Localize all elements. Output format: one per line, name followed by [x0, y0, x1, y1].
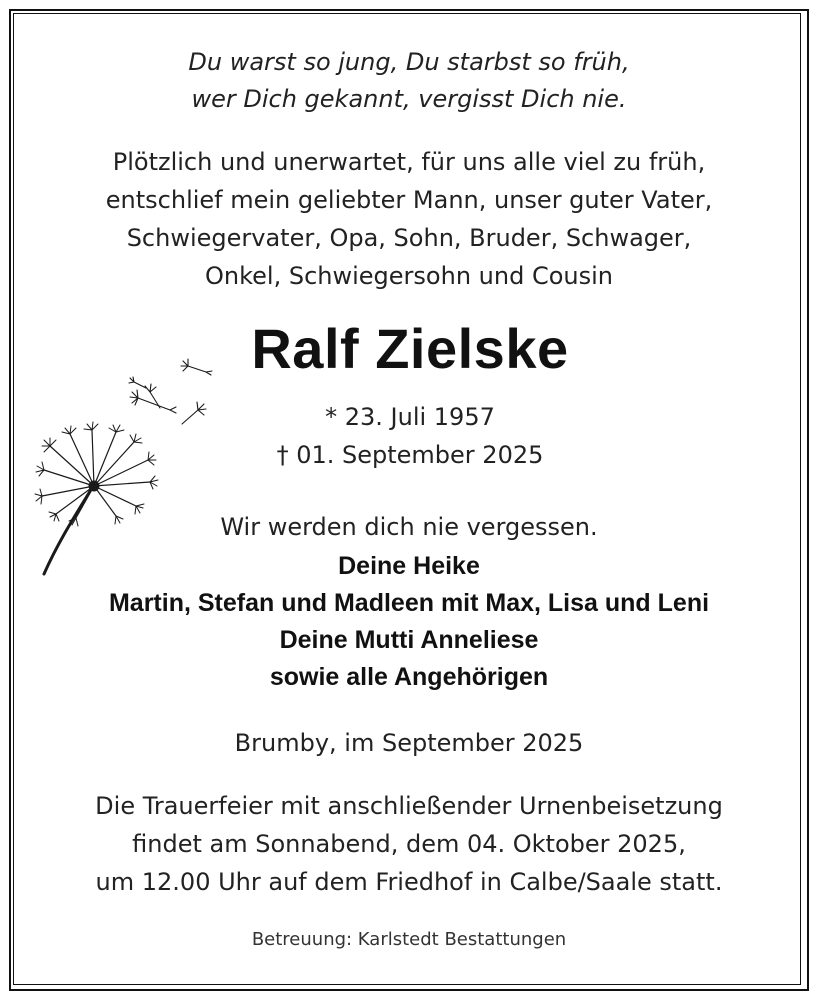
service-info — [0, 787, 818, 901]
death-date: † 01. September 2025 — [276, 441, 544, 469]
intro-line: entschlief mein geliebter Mann, unser guter Vater, — [105, 186, 713, 214]
intro-line: Plötzlich und unerwartet, für uns alle viel zu früh, — [112, 148, 706, 176]
funeral-home-credit: Betreuung: Karlstedt Bestattungen — [251, 929, 567, 950]
service-line: findet am Sonnabend, dem 04. Oktober 2025, — [132, 830, 686, 858]
birth-date: * 23. Juli 1957 — [325, 403, 495, 431]
signer-line: Martin, Stefan und Madleen mit Max, Lisa und Leni — [108, 589, 710, 617]
service-line: Die Trauerfeier mit anschließender Urnenbeisetzung — [95, 792, 723, 820]
deceased-name: Ralf Zielske — [251, 317, 569, 380]
intro-line: Onkel, Schwiegersohn und Cousin — [205, 262, 613, 290]
signers — [0, 548, 818, 696]
verse-line: Du warst so jung, Du starbst so früh, — [188, 48, 630, 76]
service-line: um 12.00 Uhr auf dem Friedhof in Calbe/Saale statt. — [95, 868, 723, 896]
signer-line: Deine Mutti Anneliese — [279, 626, 539, 654]
life-dates — [130, 398, 690, 474]
place-date: Brumby, im September 2025 — [234, 729, 584, 757]
closing-line: Wir werden dich nie vergessen. — [220, 513, 598, 541]
verse-line: wer Dich gekannt, vergisst Dich nie. — [191, 85, 627, 113]
signer-line: sowie alle Angehörigen — [269, 663, 549, 691]
signer-line: Deine Heike — [338, 552, 480, 580]
verse — [0, 44, 818, 118]
intro-text — [0, 143, 818, 295]
intro-line: Schwiegervater, Opa, Sohn, Bruder, Schwager, — [126, 224, 692, 252]
